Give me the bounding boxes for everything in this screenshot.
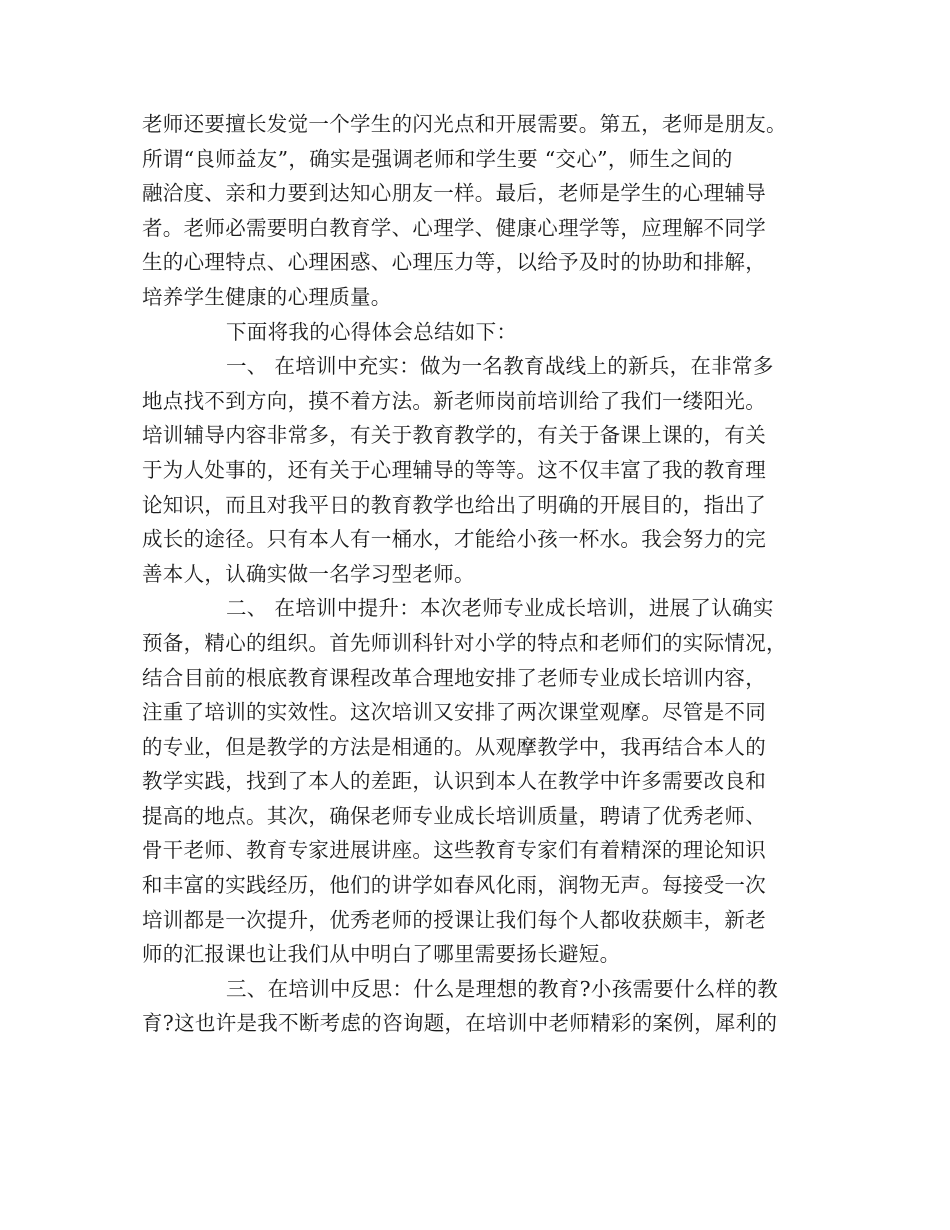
text-line: 者。老师必需要明白教育学、心理学、健康心理学等，应理解不同学 <box>142 215 766 240</box>
text-line: 地点找不到方向，摸不着方法。新老师岗前培训给了我们一缕阳光。 <box>142 388 766 413</box>
summary-intro-line: 下面将我的心得体会总结如下： <box>226 319 518 344</box>
text-line: 培训辅导内容非常多，有关于教育教学的，有关于备课上课的，有关 <box>142 423 766 448</box>
text-line: 于为人处事的，还有关于心理辅导的等等。这不仅丰富了我的教育理 <box>142 457 766 482</box>
text-line: 生的心理特点、心理困惑、心理压力等，以给予及时的协助和排解， <box>142 250 766 275</box>
text-line: 融洽度、亲和力要到达知心朋友一样。最后，老师是学生的心理辅导 <box>142 181 766 206</box>
text-line: 师的汇报课也让我们从中明白了哪里需要扬长避短。 <box>142 942 621 967</box>
text-line: 论知识，而且对我平日的教育教学也给出了明确的开展目的，指出了 <box>142 492 766 517</box>
text-line: 结合目前的根底教育课程改革合理地安排了老师专业成长培训内容， <box>142 665 766 690</box>
text-line: 培训都是一次提升，优秀老师的授课让我们每个人都收获颇丰，新老 <box>142 907 766 932</box>
text-line: 善本人，认确实做一名学习型老师。 <box>142 561 475 586</box>
text-line: 培养学生健康的心理质量。 <box>142 284 392 309</box>
text-line: 成长的途径。只有本人有一桶水，才能给小孩一杯水。我会努力的完 <box>142 527 766 552</box>
section-one-heading-line: 一、 在培训中充实：做为一名教育战线上的新兵，在非常多 <box>226 354 774 379</box>
text-line: 老师还要擅长发觉一个学生的闪光点和开展需要。第五，老师是朋友。 <box>142 112 787 136</box>
section-two-heading-line: 二、 在培训中提升：本次老师专业成长培训，进展了认确实 <box>226 596 774 621</box>
section-three-heading-line: 三、在培训中反思：什么是理想的教育?小孩需要什么样的教 <box>226 976 779 1001</box>
text-line: 所谓“良师益友”，确实是强调老师和学生要 “交心”，师生之间的 <box>142 146 733 171</box>
text-line: 骨干老师、教育专家进展讲座。这些教育专家们有着精深的理论知识 <box>142 838 766 863</box>
text-line: 育?这也许是我不断考虑的咨询题，在培训中老师精彩的案例，犀利的 <box>142 1011 778 1036</box>
text-line: 教学实践，找到了本人的差距，认识到本人在教学中许多需要改良和 <box>142 769 766 794</box>
document-body <box>142 107 832 1041</box>
text-line: 和丰富的实践经历，他们的讲学如春风化雨，润物无声。每接受一次 <box>142 873 766 898</box>
text-line: 预备，精心的组织。首先师训科针对小学的特点和老师们的实际情况， <box>142 630 787 655</box>
text-line: 提高的地点。其次，确保老师专业成长培训质量，聘请了优秀老师、 <box>142 803 766 828</box>
text-line: 注重了培训的实效性。这次培训又安排了两次课堂观摩。尽管是不同 <box>142 700 766 725</box>
text-line: 的专业，但是教学的方法是相通的。从观摩教学中，我再结合本人的 <box>142 734 766 759</box>
